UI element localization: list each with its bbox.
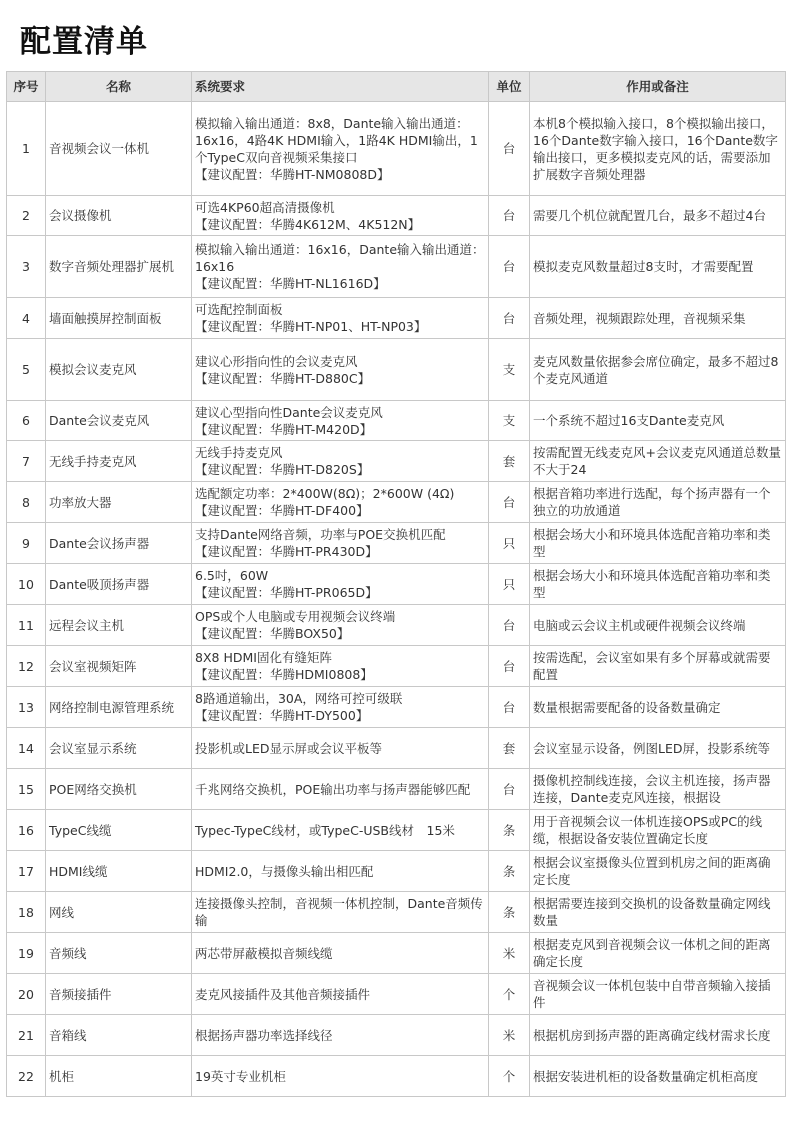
row-note: 根据会议室摄像头位置到机房之间的距离确定长度	[530, 851, 786, 892]
row-note: 数量根据需要配备的设备数量确定	[530, 687, 786, 728]
table-row	[7, 687, 786, 728]
header-index: 序号	[7, 72, 46, 102]
requirement-text: 模拟输入输出通道：8x8，Dante输入输出通道：16x16，4路4K HDMI输入，1路4K HDMI输出，1个TypeC双向音视频采集接口	[195, 115, 478, 165]
row-requirement	[192, 851, 489, 892]
row-unit: 条	[489, 810, 530, 851]
row-name: 机柜	[46, 1056, 192, 1097]
suggested-config: 【建议配置：华腾HT-M420D】	[195, 421, 373, 437]
suggested-config: 【建议配置：华腾HT-DF400】	[195, 503, 369, 518]
row-note: 需要几个机位就配置几台，最多不超过4台	[530, 196, 786, 236]
table-row	[7, 298, 786, 339]
header-name: 名称	[46, 72, 192, 102]
row-note: 一个系统不超过16支Dante麦克风	[530, 401, 786, 441]
row-index: 4	[7, 298, 46, 339]
row-note: 根据需要连接到交换机的设备数量确定网线数量	[530, 892, 786, 933]
row-requirement	[192, 236, 489, 298]
requirement-text: 6.5吋，60W	[195, 568, 269, 583]
table-row	[7, 482, 786, 523]
row-note: 本机8个模拟输入接口，8个模拟输出接口，16个Dante数字输入接口，16个Dante数字输出接口，更多模拟麦克风的话，需要添加扩展数字音频处理器	[530, 102, 786, 196]
requirement-text: 投影机或LED显示屏或会议平板等	[195, 740, 382, 756]
row-index: 20	[7, 974, 46, 1015]
row-requirement	[192, 892, 489, 933]
requirement-text: Typec-TypeC线材，或TypeC-USB线材 15米	[195, 822, 455, 838]
row-name: Dante会议麦克风	[46, 401, 192, 441]
row-index: 10	[7, 564, 46, 605]
row-index: 16	[7, 810, 46, 851]
row-unit: 套	[489, 728, 530, 769]
requirement-text: 8X8 HDMI固化有缝矩阵	[195, 650, 332, 665]
table-row	[7, 523, 786, 564]
row-name: 网络控制电源管理系统	[46, 687, 192, 728]
row-note: 根据音箱功率进行选配，每个扬声器有一个独立的功放通道	[530, 482, 786, 523]
row-name: 远程会议主机	[46, 605, 192, 646]
table-row	[7, 933, 786, 974]
requirement-text: 麦克风接插件及其他音频接插件	[195, 986, 371, 1002]
row-unit: 个	[489, 974, 530, 1015]
row-unit: 米	[489, 1015, 530, 1056]
requirement-text: 千兆网络交换机，POE输出功率与扬声器能够匹配	[195, 781, 471, 797]
suggested-config: 【建议配置：华腾HT-D820S】	[195, 462, 370, 477]
requirement-text: 建议心型指向性Dante会议麦克风	[195, 404, 383, 420]
config-table	[6, 71, 786, 1097]
table-row	[7, 564, 786, 605]
requirement-text: 建议心形指向性的会议麦克风	[195, 353, 358, 369]
row-index: 13	[7, 687, 46, 728]
row-requirement	[192, 933, 489, 974]
row-note: 根据安装进机柜的设备数量确定机柜高度	[530, 1056, 786, 1097]
row-unit: 支	[489, 339, 530, 401]
table-row	[7, 974, 786, 1015]
row-requirement	[192, 646, 489, 687]
row-name: 会议室视频矩阵	[46, 646, 192, 687]
row-unit: 只	[489, 523, 530, 564]
requirement-text: 选配额定功率：2*400W(8Ω)；2*600W (4Ω)	[195, 486, 455, 501]
row-unit: 台	[489, 196, 530, 236]
row-index: 15	[7, 769, 46, 810]
requirement-text: 可选配控制面板	[195, 302, 283, 317]
table-row	[7, 102, 786, 196]
row-name: 模拟会议麦克风	[46, 339, 192, 401]
row-name: POE网络交换机	[46, 769, 192, 810]
row-note: 电脑或云会议主机或硬件视频会议终端	[530, 605, 786, 646]
table-row	[7, 1015, 786, 1056]
row-index: 18	[7, 892, 46, 933]
requirement-text: 支持Dante网络音频，功率与POE交换机匹配	[195, 527, 446, 542]
row-name: 音视频会议一体机	[46, 102, 192, 196]
row-unit: 米	[489, 933, 530, 974]
row-name: 音频接插件	[46, 974, 192, 1015]
requirement-text: 可选4KP60超高清摄像机	[195, 199, 335, 215]
row-note: 根据机房到扬声器的距离确定线材需求长度	[530, 1015, 786, 1056]
suggested-config: 【建议配置：华腾HDMI0808】	[195, 667, 373, 682]
table-row	[7, 1056, 786, 1097]
requirement-text: 19英寸专业机柜	[195, 1068, 286, 1084]
suggested-config: 【建议配置：华腾HT-PR430D】	[195, 544, 378, 559]
row-requirement	[192, 441, 489, 482]
row-index: 12	[7, 646, 46, 687]
row-requirement	[192, 339, 489, 401]
table-row	[7, 605, 786, 646]
row-requirement	[192, 196, 489, 236]
requirement-text: 根据扬声器功率选择线径	[195, 1027, 333, 1043]
row-unit: 只	[489, 564, 530, 605]
row-name: 音箱线	[46, 1015, 192, 1056]
row-note: 麦克风数量依据参会席位确定，最多不超过8个麦克风通道	[530, 339, 786, 401]
table-row	[7, 851, 786, 892]
row-requirement	[192, 687, 489, 728]
row-index: 11	[7, 605, 46, 646]
row-unit: 个	[489, 1056, 530, 1097]
row-requirement	[192, 401, 489, 441]
row-index: 22	[7, 1056, 46, 1097]
row-unit: 台	[489, 687, 530, 728]
row-requirement	[192, 1015, 489, 1056]
table-row	[7, 810, 786, 851]
row-requirement	[192, 728, 489, 769]
row-index: 5	[7, 339, 46, 401]
row-index: 7	[7, 441, 46, 482]
table-row	[7, 236, 786, 298]
row-requirement	[192, 298, 489, 339]
row-index: 19	[7, 933, 46, 974]
suggested-config: 【建议配置：华腾HT-D880C】	[195, 370, 371, 386]
row-requirement	[192, 482, 489, 523]
row-requirement	[192, 523, 489, 564]
suggested-config: 【建议配置：华腾HT-DY500】	[195, 708, 369, 723]
table-row	[7, 196, 786, 236]
row-note: 根据会场大小和环境具体选配音箱功率和类型	[530, 523, 786, 564]
suggested-config: 【建议配置：华腾HT-NP01、HT-NP03】	[195, 319, 427, 334]
row-name: TypeC线缆	[46, 810, 192, 851]
table-row	[7, 339, 786, 401]
row-requirement	[192, 810, 489, 851]
table-header-row	[7, 72, 786, 102]
page-title: 配置清单	[20, 24, 148, 60]
row-note: 音视频会议一体机包装中自带音频输入接插件	[530, 974, 786, 1015]
row-index: 9	[7, 523, 46, 564]
requirement-text: OPS或个人电脑或专用视频会议终端	[195, 609, 396, 624]
requirement-text: 两芯带屏蔽模拟音频线缆	[195, 945, 333, 961]
row-note: 根据会场大小和环境具体选配音箱功率和类型	[530, 564, 786, 605]
row-note: 模拟麦克风数量超过8支时，才需要配置	[530, 236, 786, 298]
row-index: 21	[7, 1015, 46, 1056]
row-note: 会议室显示设备，例图LED屏，投影系统等	[530, 728, 786, 769]
row-requirement	[192, 564, 489, 605]
row-name: 数字音频处理器扩展机	[46, 236, 192, 298]
row-name: 音频线	[46, 933, 192, 974]
row-index: 6	[7, 401, 46, 441]
suggested-config: 【建议配置：华腾4K612M、4K512N】	[195, 216, 421, 232]
row-requirement	[192, 102, 489, 196]
row-unit: 台	[489, 769, 530, 810]
row-name: Dante会议扬声器	[46, 523, 192, 564]
row-index: 2	[7, 196, 46, 236]
row-requirement	[192, 974, 489, 1015]
row-note: 按需选配，会议室如果有多个屏幕或就需要配置	[530, 646, 786, 687]
row-unit: 台	[489, 102, 530, 196]
row-note: 摄像机控制线连接，会议主机连接，扬声器连接，Dante麦克风连接，根据设	[530, 769, 786, 810]
requirement-text: 8路通道输出，30A，网络可控可级联	[195, 691, 403, 706]
row-name: 墙面触摸屏控制面板	[46, 298, 192, 339]
table-row	[7, 892, 786, 933]
table-row	[7, 728, 786, 769]
row-unit: 条	[489, 892, 530, 933]
row-index: 14	[7, 728, 46, 769]
table-row	[7, 769, 786, 810]
row-name: HDMI线缆	[46, 851, 192, 892]
suggested-config: 【建议配置：华腾BOX50】	[195, 626, 350, 641]
row-name: Dante吸顶扬声器	[46, 564, 192, 605]
row-note: 根据麦克风到音视频会议一体机之间的距离确定长度	[530, 933, 786, 974]
row-unit: 套	[489, 441, 530, 482]
suggested-config: 【建议配置：华腾HT-NM0808D】	[195, 166, 390, 182]
requirement-text: HDMI2.0，与摄像头输出相匹配	[195, 863, 374, 879]
table-row	[7, 441, 786, 482]
header-requirement: 系统要求	[192, 72, 489, 102]
requirement-text: 无线手持麦克风	[195, 445, 283, 460]
row-name: 网线	[46, 892, 192, 933]
row-note: 音频处理，视频跟踪处理，音视频采集	[530, 298, 786, 339]
row-note: 按需配置无线麦克风+会议麦克风通道总数量不大于24	[530, 441, 786, 482]
table-row	[7, 401, 786, 441]
row-unit: 台	[489, 482, 530, 523]
table-row	[7, 646, 786, 687]
row-name: 无线手持麦克风	[46, 441, 192, 482]
requirement-text: 连接摄像头控制，音视频一体机控制，Dante音频传输	[195, 896, 483, 928]
header-note: 作用或备注	[530, 72, 786, 102]
row-index: 8	[7, 482, 46, 523]
row-unit: 支	[489, 401, 530, 441]
requirement-text: 模拟输入输出通道：16x16，Dante输入输出通道：16x16	[195, 242, 485, 274]
suggested-config: 【建议配置：华腾HT-PR065D】	[195, 585, 378, 600]
row-unit: 台	[489, 298, 530, 339]
suggested-config: 【建议配置：华腾HT-NL1616D】	[195, 276, 386, 291]
row-requirement	[192, 605, 489, 646]
row-unit: 条	[489, 851, 530, 892]
row-index: 3	[7, 236, 46, 298]
row-name: 功率放大器	[46, 482, 192, 523]
row-name: 会议摄像机	[46, 196, 192, 236]
row-unit: 台	[489, 646, 530, 687]
row-requirement	[192, 769, 489, 810]
row-unit: 台	[489, 236, 530, 298]
row-unit: 台	[489, 605, 530, 646]
row-requirement	[192, 1056, 489, 1097]
row-note: 用于音视频会议一体机连接OPS或PC的线缆，根据设备安装位置确定长度	[530, 810, 786, 851]
header-unit: 单位	[489, 72, 530, 102]
row-name: 会议室显示系统	[46, 728, 192, 769]
row-index: 17	[7, 851, 46, 892]
row-index: 1	[7, 102, 46, 196]
